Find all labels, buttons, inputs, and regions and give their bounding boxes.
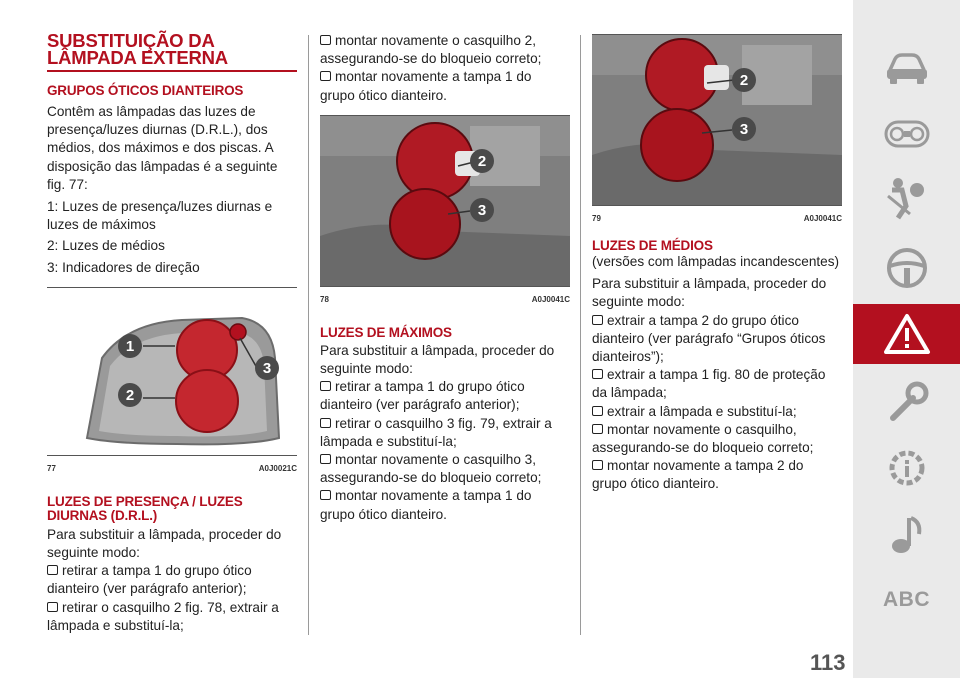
- groups-intro: Contêm as lâmpadas das luzes de presença/luzes diurnas (D.R.L.), dos médios, dos máximos e dos piscas. A disposição das lâmpadas é a seguinte fig. 77:: [47, 104, 278, 192]
- checkbox-bullet-icon: [592, 406, 603, 416]
- steering-wheel-icon: [885, 246, 929, 290]
- checkbox-bullet-icon: [320, 418, 331, 428]
- column-divider: [580, 35, 581, 635]
- fig77-callout-2: 2: [125, 386, 135, 404]
- fig78-callout-2: 2: [477, 152, 487, 170]
- fig79-callout-3: 3: [739, 121, 749, 138]
- drl-step-2: retirar o casquilho 2 fig. 78, extrair a lâmpada e substituí-la;: [47, 599, 279, 633]
- column-2: [320, 32, 570, 524]
- figure-78: [320, 115, 570, 287]
- figure-77: [47, 287, 297, 456]
- sidebar-item-multimedia[interactable]: [853, 504, 960, 564]
- seatbelt-airbag-icon: [884, 176, 930, 220]
- drl-step-3: montar novamente o casquilho 2, assegurando-se do bloqueio correto;: [320, 33, 542, 67]
- column-divider: [308, 35, 309, 635]
- low-beam-step-1: extrair a tampa 2 do grupo ótico dianteiro (ver parágrafo “Grupos óticos dianteiros”);: [592, 312, 826, 365]
- chapter-sidebar: [853, 0, 960, 678]
- drl-intro: Para substituir a lâmpada, proceder do seguinte modo:: [47, 526, 282, 561]
- checkbox-bullet-icon: [320, 490, 331, 500]
- fig77-callout-3: 3: [262, 359, 272, 377]
- checkbox-bullet-icon: [47, 565, 58, 575]
- heading-drl: LUZES DE PRESENÇA / LUZES DIURNAS (D.R.L.): [47, 493, 243, 523]
- checkbox-bullet-icon: [592, 369, 603, 379]
- checkbox-bullet-icon: [592, 424, 603, 434]
- drl-step-4: montar novamente a tampa 1 do grupo ótico dianteiro.: [320, 69, 532, 103]
- warning-triangle-icon: [883, 313, 931, 355]
- checkbox-bullet-icon: [320, 71, 331, 81]
- checkbox-bullet-icon: [320, 381, 331, 391]
- section-title: SUBSTITUIÇÃO DA LÂMPADA EXTERNA: [47, 32, 297, 72]
- figure-79-image: [592, 35, 842, 205]
- figure-77-image: [47, 288, 297, 455]
- groups-item-2: 2: Luzes de médios: [47, 238, 165, 254]
- checkbox-bullet-icon: [47, 602, 58, 612]
- checkbox-bullet-icon: [592, 460, 603, 470]
- groups-item-3: 3: Indicadores de direção: [47, 259, 200, 275]
- heading-high-beam: LUZES DE MÁXIMOS: [320, 324, 452, 340]
- page-number: 113: [810, 650, 846, 675]
- high-beam-step-4: montar novamente a tampa 1 do grupo ótico dianteiro.: [320, 488, 532, 522]
- heading-groups: GRUPOS ÓTICOS DIANTEIROS: [47, 83, 244, 98]
- figure-77-code: A0J0021C: [258, 463, 297, 473]
- checkbox-bullet-icon: [320, 35, 331, 45]
- sidebar-item-index[interactable]: [853, 570, 960, 630]
- figure-79-code: A0J0041C: [803, 214, 842, 223]
- high-beam-intro: Para substituir a lâmpada, proceder do seguinte modo:: [320, 342, 555, 377]
- checkbox-bullet-icon: [592, 315, 603, 325]
- high-beam-step-2: retirar o casquilho 3 fig. 79, extrair a lâmpada e substituí-la;: [320, 415, 552, 449]
- figure-78-code: A0J0041C: [531, 294, 570, 304]
- gear-info-icon: [885, 446, 929, 490]
- sidebar-item-dashboard[interactable]: [853, 104, 960, 164]
- car-icon: [884, 50, 930, 86]
- sidebar-item-emergency[interactable]: [853, 304, 960, 364]
- figure-79-number: 79: [592, 214, 601, 223]
- low-beam-subheading: (versões com lâmpadas incandescentes): [592, 254, 840, 269]
- low-beam-intro: Para substituir a lâmpada, proceder do seguinte modo:: [592, 276, 827, 310]
- abc-index-label: ABC: [883, 588, 930, 611]
- groups-item-1: 1: Luzes de presença/luzes diurnas e luzes de máximos: [47, 199, 273, 233]
- figure-78-image: [320, 116, 570, 286]
- music-note-icon: [887, 512, 927, 556]
- fig78-callout-3: 3: [477, 201, 487, 219]
- low-beam-step-4: montar novamente o casquilho, assegurando-se do bloqueio correto;: [592, 421, 814, 456]
- sidebar-item-safety[interactable]: [853, 168, 960, 228]
- sidebar-item-driving[interactable]: [853, 238, 960, 298]
- figure-78-number: 78: [320, 294, 329, 304]
- sidebar-item-maintenance[interactable]: [853, 372, 960, 432]
- figure-77-caption: [47, 460, 297, 473]
- heading-low-beam: LUZES DE MÉDIOS: [592, 238, 713, 253]
- sidebar-item-technical-data[interactable]: [853, 438, 960, 498]
- low-beam-step-3: extrair a lâmpada e substituí-la;: [592, 403, 842, 421]
- low-beam-step-2: extrair a tampa 1 fig. 80 de proteção da lâmpada;: [592, 367, 826, 401]
- dashboard-icon: [884, 119, 930, 149]
- figure-79-caption: [592, 210, 842, 223]
- figure-79: [592, 34, 842, 206]
- low-beam-step-5: montar novamente a tampa 2 do grupo ótico dianteiro.: [592, 458, 804, 492]
- high-beam-step-1: retirar a tampa 1 do grupo ótico dianteiro (ver parágrafo anterior);: [320, 379, 525, 413]
- column-3: [592, 32, 842, 494]
- sidebar-item-car[interactable]: [853, 38, 960, 98]
- column-1: [47, 32, 297, 635]
- figure-78-caption: [320, 291, 570, 304]
- fig79-callout-2: 2: [739, 72, 749, 89]
- checkbox-bullet-icon: [320, 454, 331, 464]
- high-beam-step-3: montar novamente o casquilho 3, assegurando-se do bloqueio correto;: [320, 452, 542, 486]
- figure-77-number: 77: [47, 463, 56, 473]
- fig77-callout-1: 1: [125, 337, 135, 355]
- drl-step-1: retirar a tampa 1 do grupo ótico dianteiro (ver parágrafo anterior);: [47, 563, 252, 597]
- wrench-icon: [885, 380, 929, 424]
